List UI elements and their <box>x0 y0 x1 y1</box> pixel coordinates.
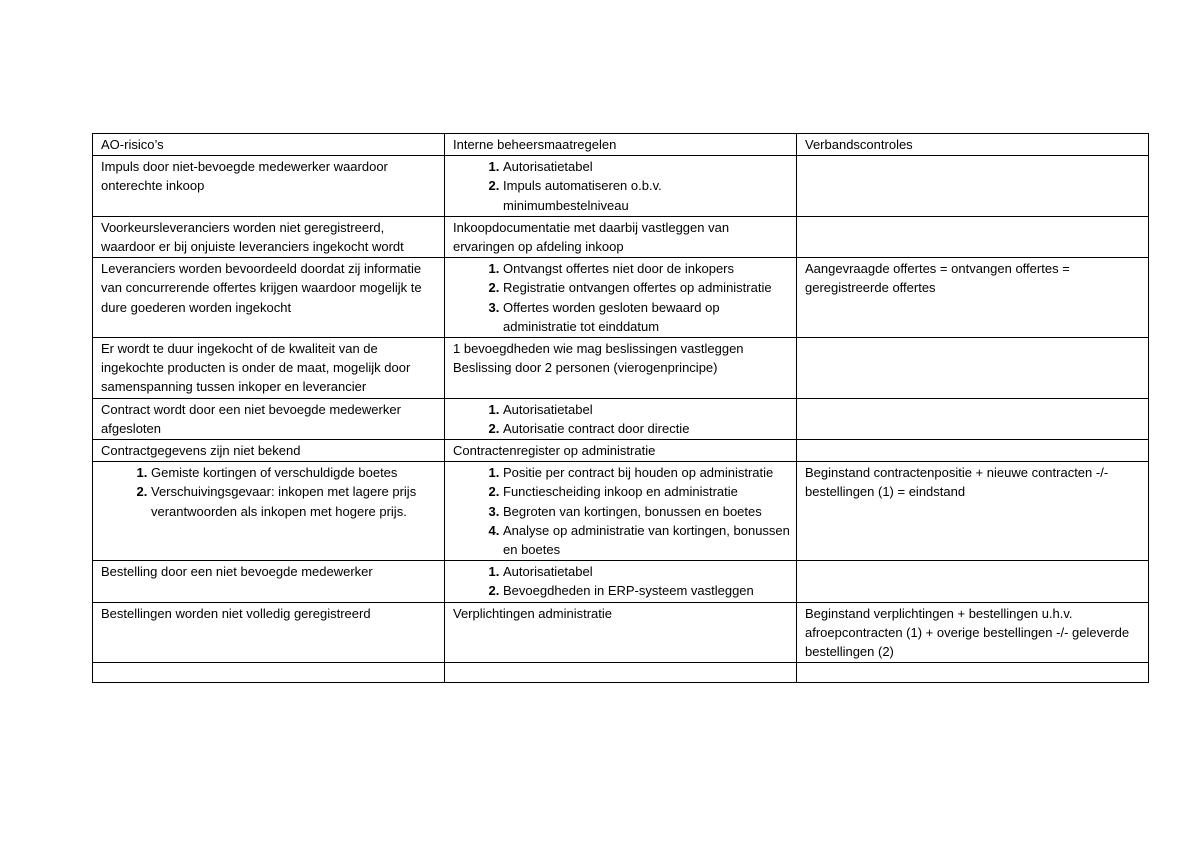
measures-cell <box>445 156 797 217</box>
checks-cell <box>797 440 1149 462</box>
cell-text: Voorkeursleveranciers worden niet geregistreerd, waardoor er bij onjuiste leveranciers ingekocht wordt <box>101 219 404 255</box>
cell-line: Beslissing door 2 personen (vierogenprincipe) <box>453 360 718 376</box>
checks-cell <box>797 338 1149 399</box>
list-item: 2. Verschuivingsgevaar: inkopen met lagere prijs verantwoorden als inkopen met hogere prijs. <box>151 482 438 520</box>
risk-cell <box>93 462 445 561</box>
table-row <box>93 602 1149 663</box>
list-item: 2. Functiescheiding inkoop en administratie <box>503 482 790 501</box>
cell-text: Aangevraagde offertes = ontvangen offertes = geregistreerde offertes <box>805 261 1070 296</box>
table-header-row <box>93 134 1149 156</box>
list-item: 3. Offertes worden gesloten bewaard op administratie tot einddatum <box>503 298 790 336</box>
risk-cell <box>93 216 445 257</box>
empty-table-row <box>93 663 1149 683</box>
empty-cell <box>797 663 1149 683</box>
measures-cell <box>445 561 797 602</box>
list-item: 1. Autorisatietabel <box>503 562 790 581</box>
cell-text: Impuls door niet-bevoegde medewerker waardoor onterechte inkoop <box>101 159 388 194</box>
cell-text: Leveranciers worden bevoordeeld doordat zij informatie van concurrerende offertes krijgen waardoor mogelijk te dure goederen worden ingekocht <box>101 261 422 315</box>
list-item: 1. Autorisatietabel <box>503 157 790 176</box>
cell-text: Bestelling door een niet bevoegde medewerker <box>101 564 373 580</box>
cell-text: Verplichtingen administratie <box>453 605 612 621</box>
checks-cell <box>797 602 1149 663</box>
measures-cell <box>445 258 797 338</box>
measures-list <box>453 562 790 600</box>
list-item: 2. Autorisatie contract door directie <box>503 419 790 438</box>
measures-cell <box>445 338 797 399</box>
risk-table <box>92 133 1149 683</box>
list-item: 3. Begroten van kortingen, bonussen en boetes <box>503 502 790 521</box>
cell-text: Contract wordt door een niet bevoegde medewerker afgesloten <box>101 401 401 436</box>
risk-cell <box>93 258 445 338</box>
list-item: 1. Autorisatietabel <box>503 400 790 419</box>
table-row <box>93 561 1149 602</box>
risk-cell <box>93 398 445 439</box>
table-row <box>93 258 1149 338</box>
measures-cell <box>445 462 797 561</box>
measures-list <box>453 259 790 336</box>
table-row <box>93 440 1149 462</box>
table-row <box>93 462 1149 561</box>
table-row <box>93 398 1149 439</box>
cell-text: Beginstand verplichtingen + bestellingen u.h.v. afroepcontracten (1) + overige bestellingen -/- geleverde bestellingen (2) <box>805 605 1130 660</box>
cell-text: Er wordt te duur ingekocht of de kwaliteit van de ingekochte producten is onder de maat, mogelijk door samenspanning tussen inkoper en leverancier <box>101 341 411 395</box>
cell-text: Bestellingen worden niet volledig geregistreerd <box>101 605 371 621</box>
risk-cell <box>93 602 445 663</box>
checks-cell <box>797 216 1149 257</box>
risk-cell <box>93 440 445 462</box>
list-item: 1. Positie per contract bij houden op administratie <box>503 463 790 482</box>
list-item: 1. Ontvangst offertes niet door de inkopers <box>503 259 790 278</box>
list-item: 1. Gemiste kortingen of verschuldigde boetes <box>151 463 438 482</box>
checks-cell <box>797 156 1149 217</box>
list-item: 2. Bevoegdheden in ERP-systeem vastleggen <box>503 581 790 600</box>
measures-list <box>453 463 790 559</box>
header-verbandscontroles: Verbandscontroles <box>797 134 1149 156</box>
cell-text: Contractenregister op administratie <box>453 443 656 459</box>
checks-cell <box>797 561 1149 602</box>
risk-cell <box>93 561 445 602</box>
table-row <box>93 338 1149 399</box>
header-interne-beheersmaatregelen: Interne beheersmaatregelen <box>445 134 797 156</box>
list-item: 2. Registratie ontvangen offertes op administratie <box>503 278 790 297</box>
measures-cell <box>445 440 797 462</box>
list-item: 2. Impuls automatiseren o.b.v. minimumbestelniveau <box>503 176 790 214</box>
empty-cell <box>445 663 797 683</box>
list-item: 4. Analyse op administratie van kortingen, bonussen en boetes <box>503 521 790 559</box>
risk-cell <box>93 156 445 217</box>
empty-cell <box>93 663 445 683</box>
checks-cell <box>797 462 1149 561</box>
checks-cell <box>797 258 1149 338</box>
header-ao-risicos: AO-risico’s <box>93 134 445 156</box>
table-row <box>93 156 1149 217</box>
measures-cell <box>445 602 797 663</box>
measures-cell <box>445 398 797 439</box>
risk-cell <box>93 338 445 399</box>
table-row <box>93 216 1149 257</box>
risk-list <box>101 463 438 521</box>
measures-list <box>453 400 790 438</box>
cell-text: Inkoopdocumentatie met daarbij vastleggen van ervaringen op afdeling inkoop <box>453 219 730 255</box>
measures-cell <box>445 216 797 257</box>
measures-list <box>453 157 790 215</box>
cell-text: Beginstand contractenpositie + nieuwe contracten -/- bestellingen (1) = eindstand <box>805 465 1109 500</box>
cell-text: Contractgegevens zijn niet bekend <box>101 443 301 459</box>
checks-cell <box>797 398 1149 439</box>
cell-line: 1 bevoegdheden wie mag beslissingen vastleggen <box>453 341 744 357</box>
